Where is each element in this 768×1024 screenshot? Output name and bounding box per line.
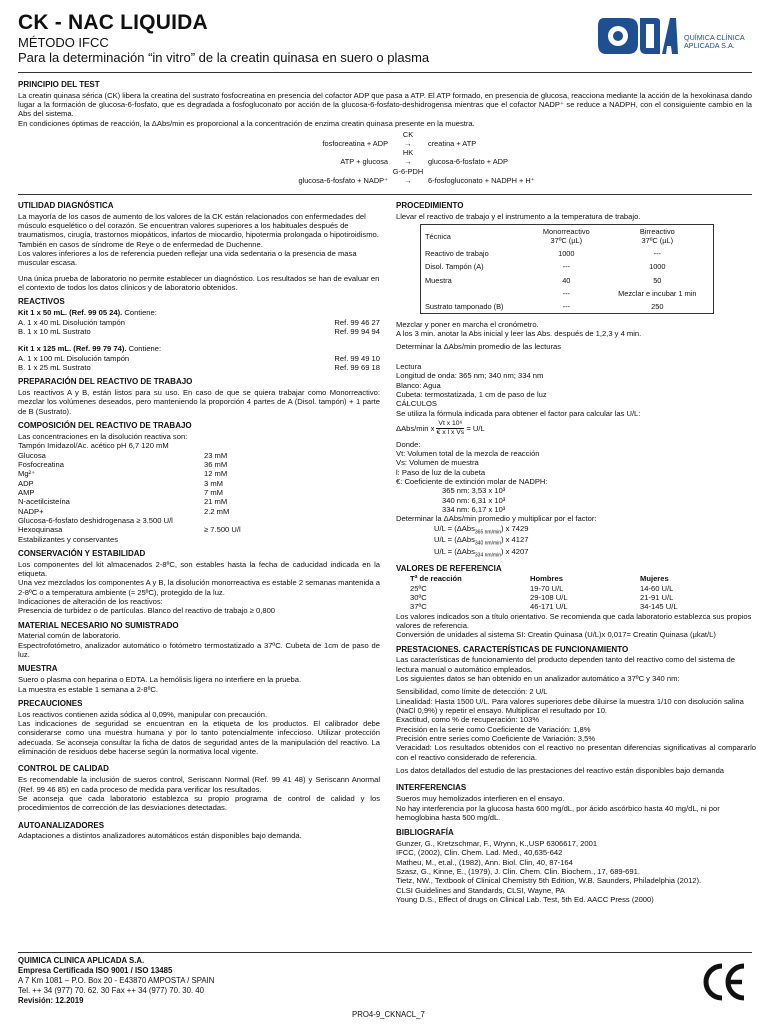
- qca-logo-icon: [598, 14, 678, 58]
- left-column: [18, 196, 380, 841]
- comp-name: NADP+: [18, 506, 44, 516]
- muestra-text2: La muestra es estable 1 semana a 2-8ºC.: [18, 684, 158, 694]
- lectura-heading: Lectura: [396, 361, 422, 371]
- document-code: PRO4-9_CKNACL_7: [352, 1010, 425, 1019]
- header: [18, 12, 429, 64]
- bib-item: Matheu, M., et.al., (1982), Ann. Biol. Clin, 40, 87-164: [396, 857, 573, 867]
- factor-label: U/L = (ΔAbs: [434, 523, 475, 533]
- principio-text2: En condiciones óptimas de reacción, la ΔAbs/min es proporcional a la concentración de enzima creatin quinasa presente en la muestra.: [18, 118, 475, 128]
- proc-cell: 1000: [558, 249, 575, 259]
- prest-sens: Sensibilidad, como límite de detección: 2 U/L: [396, 687, 548, 697]
- ref-header: Hombres: [530, 574, 563, 584]
- reaction2-left: ATP + glucosa: [340, 157, 388, 167]
- lectura-wavelength: Longitud de onda: 365 nm; 340 nm; 334 nm: [396, 371, 544, 381]
- comp-value: 12 mM: [204, 469, 228, 479]
- comp-name: N-acetilcisteína: [18, 497, 70, 507]
- proc-cell: Mezclar e incubar 1 min: [618, 288, 697, 298]
- comp-value: ≥ 7.500 U/l: [204, 525, 241, 535]
- composicion-footer: Estabilizantes y conservantes: [18, 534, 119, 544]
- right-column: [396, 196, 756, 904]
- material-text2: Espectrofotómetro, analizador automático o fotómetro termostatizado a 37ºC. Cubeta de 1cm de paso de luz.: [18, 640, 380, 660]
- material-heading: MATERIAL NECESARIO NO SUMISTRADO: [18, 620, 179, 630]
- utilidad-heading: UTILIDAD DIAGNÓSTICA: [18, 201, 114, 210]
- footer-divider: [18, 952, 752, 953]
- prest-prec2: Precisión entre series como Coeficiente de Variación: 3,5%: [396, 734, 596, 744]
- reactivos-heading: REACTIVOS: [18, 297, 65, 307]
- calculos-heading: CÁLCULOS: [396, 399, 437, 409]
- comp-name: ADP: [18, 478, 34, 488]
- preparacion-text: Los reactivos A y B, están listos para su uso. En caso de que se quiera trabajar como Monorreactivo: mezclar los volúmenes deseados, pero manteniendo la proporción 4 partes de A (Disol. tampón) + 1 parte de B (Sustrato).: [18, 388, 380, 416]
- composicion-intro: Las concentraciones en la disolución reactiva son:: [18, 431, 188, 441]
- enzyme-hk: HK: [402, 148, 414, 158]
- utilidad-text2: Los valores inferiores a los de referencia pueden reflejar una vida sedentaria o la presencia de masa muscular escasa.: [18, 249, 357, 268]
- reaction1-left: fosfocreatina + ADP: [322, 139, 388, 149]
- conservacion-text2: Una vez mezclados los componentes A y B, la disolución monorreactiva es estable 2 semanas mantenida a 2-8ºC o a temperatura ambiente (≈ 25ºC), protegido de la luz.: [18, 578, 380, 597]
- prest-datos: Los datos detallados del estudio de las prestaciones del reactivo están disponibles bajo demanda: [396, 766, 725, 776]
- kit2-contents: Contiene:: [126, 344, 162, 354]
- muestra-heading: MUESTRA: [18, 664, 58, 674]
- kit2-item-a: A. 1 x 100 mL Disolución tampón: [18, 353, 130, 363]
- preparacion-heading: PREPARACIÓN DEL REACTIVO DE TRABAJO: [18, 377, 193, 387]
- bib-item: Szasz, G., Kinne, E., (1979), J. Clin. Chem. Clin. Biochem., 17, 689-691.: [396, 867, 640, 877]
- composicion-buffer: Tampón Imidazol/Ac. acético pH 6,7 120 mM: [18, 441, 169, 451]
- method-label: MÉTODO IFCC: [18, 35, 109, 50]
- control-heading: CONTROL DE CALIDAD: [18, 764, 109, 774]
- reaction2-right: glucosa-6-fosfato + ADP: [428, 157, 508, 167]
- ref-cell: 25ºC: [410, 583, 427, 593]
- conservacion-heading: CONSERVACIÓN Y ESTABILIDAD: [18, 548, 146, 558]
- comp-value: 2.2 mM: [204, 506, 230, 516]
- def-l: l: Paso de luz de la cubeta: [396, 467, 486, 477]
- factor-value: ) x 4207: [501, 546, 529, 556]
- bib-item: CLSI Guidelines and Standards, CLSI, Wayne, PA: [396, 885, 565, 895]
- proc-header-tecnica: Técnica: [425, 231, 451, 241]
- prest-prec1: Precisión en la serie como Coeficiente de Variación: 1,8%: [396, 724, 591, 734]
- donde-label: Donde:: [396, 439, 421, 449]
- comp-value: 21 mM: [204, 497, 228, 507]
- formula-left: ΔAbs/min x: [396, 424, 435, 434]
- ref-cell: 29-108 U/L: [530, 593, 568, 602]
- prest-lin: Linealidad: Hasta 1500 U/L. Para valores superiores debe diluirse la muestra 1/10 con disolución salina (NaCl 0,9%) y repetir el ensayo. Multiplicar el resultado por 10.: [396, 696, 744, 716]
- enzyme-ck: CK: [402, 130, 414, 140]
- bib-item: Gunzer, G., Kretzschmar, F., Wrynn, K.,USP 6306617, 2001: [396, 839, 598, 849]
- document-title: CK - NAC LIQUIDA: [18, 11, 208, 34]
- factor-value: ) x 7429: [501, 523, 529, 533]
- footer-cert: Empresa Certificada ISO 9001 / ISO 13485: [18, 965, 173, 975]
- conservacion-text4: Presencia de turbidez o de partículas. Blanco del reactivo de trabajo ≥ 0,800: [18, 606, 276, 616]
- company-name-line1: QUÍMICA CLÍNICA: [684, 33, 745, 42]
- proc-cell: Sustrato tamponado (B): [425, 301, 504, 311]
- proc-cell: ---: [562, 262, 570, 272]
- reaction-block: [248, 130, 752, 185]
- utilidad-text3: Una única prueba de laboratorio no permite establecer un diagnóstico. Los resultados se han de evaluar en el contexto de todos los datos clínicos y de laboratorio obtenidos.: [18, 273, 380, 293]
- factor-label: U/L = (ΔAbs: [434, 546, 475, 556]
- proc-step1: Mezclar y poner en marcha el cronómetro.: [396, 319, 539, 329]
- ref-cell: 30ºC: [410, 593, 427, 602]
- company-logo: [598, 14, 756, 62]
- proc-header-mono: Monorreactivo 37ºC (µL): [542, 227, 590, 246]
- comp-name: Glucosa-6-fosfato deshidrogenasa ≥ 3.500 U/l: [18, 515, 173, 525]
- reaction-arrow: →: [404, 175, 412, 185]
- composicion-heading: COMPOSICIÓN DEL REACTIVO DE TRABAJO: [18, 421, 192, 431]
- precauciones-text2: Las indicaciones de seguridad se encuentran en la etiqueta de los productos. El calibrador debe considerarse como una muestra humana y por lo tanto potencialmente infeccioso. Utilizar protección adecuada. Se aconseja consultar la ficha de datos de seguridad antes de la manipulación del reactivo. La eliminación de residuos debe hacerse según la normativa local vigente.: [18, 719, 380, 757]
- muestra-text1: Suero o plasma con heparina o EDTA. La hemólisis ligera no interfiere en la prueba.: [18, 675, 302, 685]
- prestaciones-heading: PRESTACIONES. CARACTERÍSTICAS DE FUNCIONAMIENTO: [396, 644, 629, 654]
- svg-text:QCA: QCA: [638, 58, 641, 59]
- svg-text:CE: CE: [700, 1005, 702, 1006]
- section-divider: [18, 194, 752, 195]
- kit1-title: Kit 1 x 50 mL. (Ref. 99 05 24).: [18, 308, 123, 318]
- header-divider: [18, 72, 752, 73]
- factor-label: U/L = (ΔAbs: [434, 535, 475, 545]
- ref-cell: 37ºC: [410, 602, 427, 612]
- proc-cell: 50: [653, 275, 662, 285]
- kit1-item-a-ref: Ref. 99 46 27: [334, 317, 380, 327]
- ref-cell: 46-171 U/L: [530, 602, 568, 612]
- principio-text1: La creatin quinasa sérica (CK) libera la creatina del sustrato fosfocreatina en presencia del cofactor ADP que pasa a ATP. El ATP formado, en presencia de glucosa, reacciona mediante la acción de la hexokinasa dando lugar a la formación de glucosa-6-fosfato, que es degradada a fosfogluconato por acción de la glucosa-6-fosfato-deshidrogensa mientras que el cofactor NADP⁺ se reduce a NADPH, con el consiguiente cambio en la Abs del sistema.: [18, 90, 752, 119]
- referencia-heading: VALORES DE REFERENCIA: [396, 563, 502, 573]
- def-vs: Vs: Volumen de muestra: [396, 458, 479, 468]
- def-vt: Vt: Volumen total de la mezcla de reacción: [396, 448, 540, 458]
- utilidad-text1: La mayoría de los casos de aumento de los valores de la CK están relacionados con enfermedades del músculo esquelético o del corazón. Se encuentran valores superiores a los habituales después de traumatismos, cirugía, trastornos miopáticos, infartos de miocardio, hipotermia prolongada o hipotiroidismo. También en casos de síndrome de Reye o de enfermedad de Duchenne.: [18, 211, 379, 249]
- prest-text2: Los siguientes datos se han obtenido en un analizador automático a 37ºC y 340 nm:: [396, 674, 680, 684]
- prest-text1: Las características de funcionamiento del producto dependen tanto del reactivo como del sistema de lectura manual o automático empleados.: [396, 655, 735, 674]
- determinar-text: Determinar la ΔAbs/min promedio y multiplicar por el factor:: [396, 514, 597, 524]
- comp-value: 23 mM: [204, 450, 228, 460]
- procedure-table: [420, 224, 714, 314]
- reaction1-right: creatina + ATP: [428, 139, 477, 149]
- comp-name: Hexoquinasa: [18, 525, 63, 535]
- comp-value: 3 mM: [204, 478, 223, 488]
- proc-step3: Determinar la ΔAbs/min promedio de las lecturas: [396, 341, 562, 351]
- procedimiento-intro: Llevar el reactivo de trabajo y el instrumento a la temperatura de trabajo.: [396, 211, 641, 221]
- lectura-block: [396, 362, 756, 559]
- proc-cell: [421, 287, 531, 300]
- description: Para la determinación “in vitro” de la creatin quinasa en suero o plasma: [18, 49, 430, 65]
- control-text2: Se aconseja que cada laboratorio establezca su propio programa de control de calidad y los procedimientos de corrección de las desviaciones detectadas.: [18, 793, 380, 813]
- principio-heading: PRINCIPIO DEL TEST: [18, 80, 100, 89]
- control-text1: Es recomendable la inclusión de sueros control, Seriscann Normal (Ref. 99 41 48) y Seriscann Anormal (Ref. 99 46 85) en cada proceso de medida para verificar los resultados.: [18, 775, 380, 794]
- ref-cell: 21-91 U/L: [640, 593, 674, 602]
- reaction-arrow: →: [404, 139, 412, 149]
- kit2-item-b-ref: Ref. 99 69 18: [334, 362, 380, 372]
- formula-denominator: € x l x Vs: [436, 429, 465, 437]
- kit2-item-b: B. 1 x 25 mL Sustrato: [18, 362, 91, 372]
- interf-text1: Sueros muy hemolizados interfieren en el ensayo.: [396, 794, 565, 804]
- proc-cell: 40: [562, 275, 571, 285]
- comp-name: Glucosa: [18, 450, 46, 460]
- proc-step2: A los 3 min. anotar la Abs inicial y leer las Abs. después de 1,2,3 y 4 min.: [396, 329, 642, 339]
- prest-exact: Exactitud, como % de recuperación: 103%: [396, 715, 540, 725]
- reaction3-left: glucosa-6-fosfato + NADP⁺: [298, 175, 388, 185]
- prest-ver: Veracidad: Los resultados obtenidos con el reactivo no presentan diferencias significativas al compararlo con el reactivo considerado de referencia.: [396, 743, 756, 762]
- kit1-contents: Contiene:: [122, 308, 157, 318]
- factor-sub: 365 nm/min: [474, 529, 502, 536]
- ref-header: Mujeres: [640, 574, 669, 584]
- bib-item: Young D.S., Effect of drugs on Clinical Lab. Test, 5th Ed. AACC Press (2000): [396, 895, 654, 905]
- ref-cell: 14-60 U/L: [640, 583, 674, 593]
- interf-text2: No hay interferencia por la glucosa hasta 600 mg/dL, por ácido ascórbico hasta 40 mg/dL, ni por hemoglobina hasta 500 mg/dL.: [396, 803, 720, 822]
- proc-cell: 1000: [649, 262, 666, 272]
- factor-sub: 334 nm/min: [474, 552, 502, 559]
- coef-334: 334 nm: 6,17 x 10³: [442, 504, 506, 514]
- lectura-cubeta: Cubeta: termostatizada, 1 cm de paso de luz: [396, 389, 547, 399]
- ref-cell: 34-145 U/L: [640, 602, 678, 612]
- footer-address: A 7 Km 1081 – P.O. Box 20 - E43870 AMPOSTA / SPAIN: [18, 975, 215, 985]
- def-e: €: Coeficiente de extinción molar de NADPH:: [396, 476, 548, 486]
- ce-mark-icon: [700, 958, 748, 1006]
- proc-header-bi: Birreactivo 37ºC (µL): [639, 227, 675, 246]
- material-text1: Material común de laboratorio.: [18, 631, 121, 641]
- referencia-text1: Los valores indicados son a título orientativo. Se recomienda que cada laboratorio establezca sus propios valores de referencia.: [396, 611, 752, 630]
- footer-tel: Tel. ++ 34 (977) 70. 62. 30 Fax ++ 34 (977) 70. 30. 40: [18, 985, 204, 995]
- reaction3-right: 6-fosfogluconato + NADPH + H⁺: [428, 175, 535, 185]
- formula-numerator: Vt x 10⁶: [436, 420, 464, 429]
- kit1-item-a: A. 1 x 40 mL Disolución tampón: [18, 317, 125, 327]
- lectura-blanco: Blanco: Agua: [396, 380, 441, 390]
- company-name-line2: APLICADA S.A.: [684, 41, 735, 51]
- factor-value: ) x 4127: [501, 535, 529, 545]
- conservacion-text1: Los componentes del kit almacenados 2-8ºC, son estables hasta la fecha de caducidad indicada en la etiqueta.: [18, 559, 380, 578]
- kit1-item-b: B. 1 x 10 mL Sustrato: [18, 326, 91, 336]
- section-principio: [18, 75, 752, 185]
- ref-cell: 19-70 U/L: [530, 583, 564, 593]
- proc-cell: Muestra: [425, 275, 452, 285]
- bibliografia-heading: BIBLIOGRAFÍA: [396, 828, 454, 838]
- ref-header: Tª de reacción: [410, 574, 462, 584]
- comp-name: Fosfocreatina: [18, 459, 65, 469]
- comp-name: AMP: [18, 487, 35, 497]
- autoanalizadores-text: Adaptaciones a distintos analizadores automáticos están disponibles bajo demanda.: [18, 831, 302, 841]
- proc-cell: Reactivo de trabajo: [425, 249, 489, 259]
- footer: [18, 956, 214, 1006]
- referencia-text2: Conversión de unidades al sistema SI: Creatin Quinasa (U/L)x 0,017= Creatin Quinasa (µkat/L): [396, 630, 716, 640]
- formula: [396, 420, 756, 438]
- comp-name: Mg²⁺: [18, 469, 36, 479]
- bib-item: Tietz, NW., Textbook of Clinical Chemistry 5th Edition, W.B. Saunders, Philadelphia (2012).: [396, 876, 702, 886]
- formula-right: = U/L: [466, 424, 485, 434]
- kit2-item-a-ref: Ref. 99 49 10: [334, 353, 380, 363]
- formula-intro: Se utiliza la fórmula indicada para obtener el factor para calcular las U/L:: [396, 408, 641, 418]
- comp-value: 7 mM: [204, 487, 223, 497]
- factor-sub: 340 nm/min: [474, 540, 502, 547]
- conservacion-text3: Indicaciones de alteración de los reactivos:: [18, 596, 163, 606]
- comp-value: 36 mM: [204, 459, 228, 469]
- kit1-item-b-ref: Ref. 99 94 94: [334, 326, 380, 336]
- bib-item: IFCC, (2002), Clin. Chem. Lad. Med., 40,635-642: [396, 848, 563, 858]
- precauciones-heading: PRECAUCIONES: [18, 698, 83, 708]
- coef-365: 365 nm: 3,53 x 10³: [442, 486, 506, 496]
- procedimiento-heading: PROCEDIMIENTO: [396, 201, 464, 210]
- precauciones-text1: Los reactivos contienen azida sódica al 0,09%, manipular con precaución.: [18, 709, 268, 719]
- proc-cell: 250: [651, 301, 664, 311]
- proc-cell: ---: [562, 301, 570, 311]
- kit2-title: Kit 1 x 125 mL. (Ref. 99 79 74).: [18, 344, 127, 354]
- enzyme-g6pdh: G-6-PDH: [392, 166, 424, 176]
- coef-340: 340 nm: 6,31 x 10³: [442, 495, 506, 505]
- footer-company: QUIMICA CLINICA APLICADA S.A.: [18, 956, 145, 965]
- footer-revision: Revisión: 12.2019: [18, 995, 84, 1005]
- proc-cell: ---: [562, 288, 570, 298]
- reaction-arrow: →: [404, 157, 412, 167]
- interferencias-heading: INTERFERENCIAS: [396, 783, 467, 793]
- proc-cell: Disol. Tampón (A): [425, 262, 484, 272]
- proc-cell: ---: [653, 249, 661, 259]
- autoanalizadores-heading: AUTOANALIZADORES: [18, 820, 105, 830]
